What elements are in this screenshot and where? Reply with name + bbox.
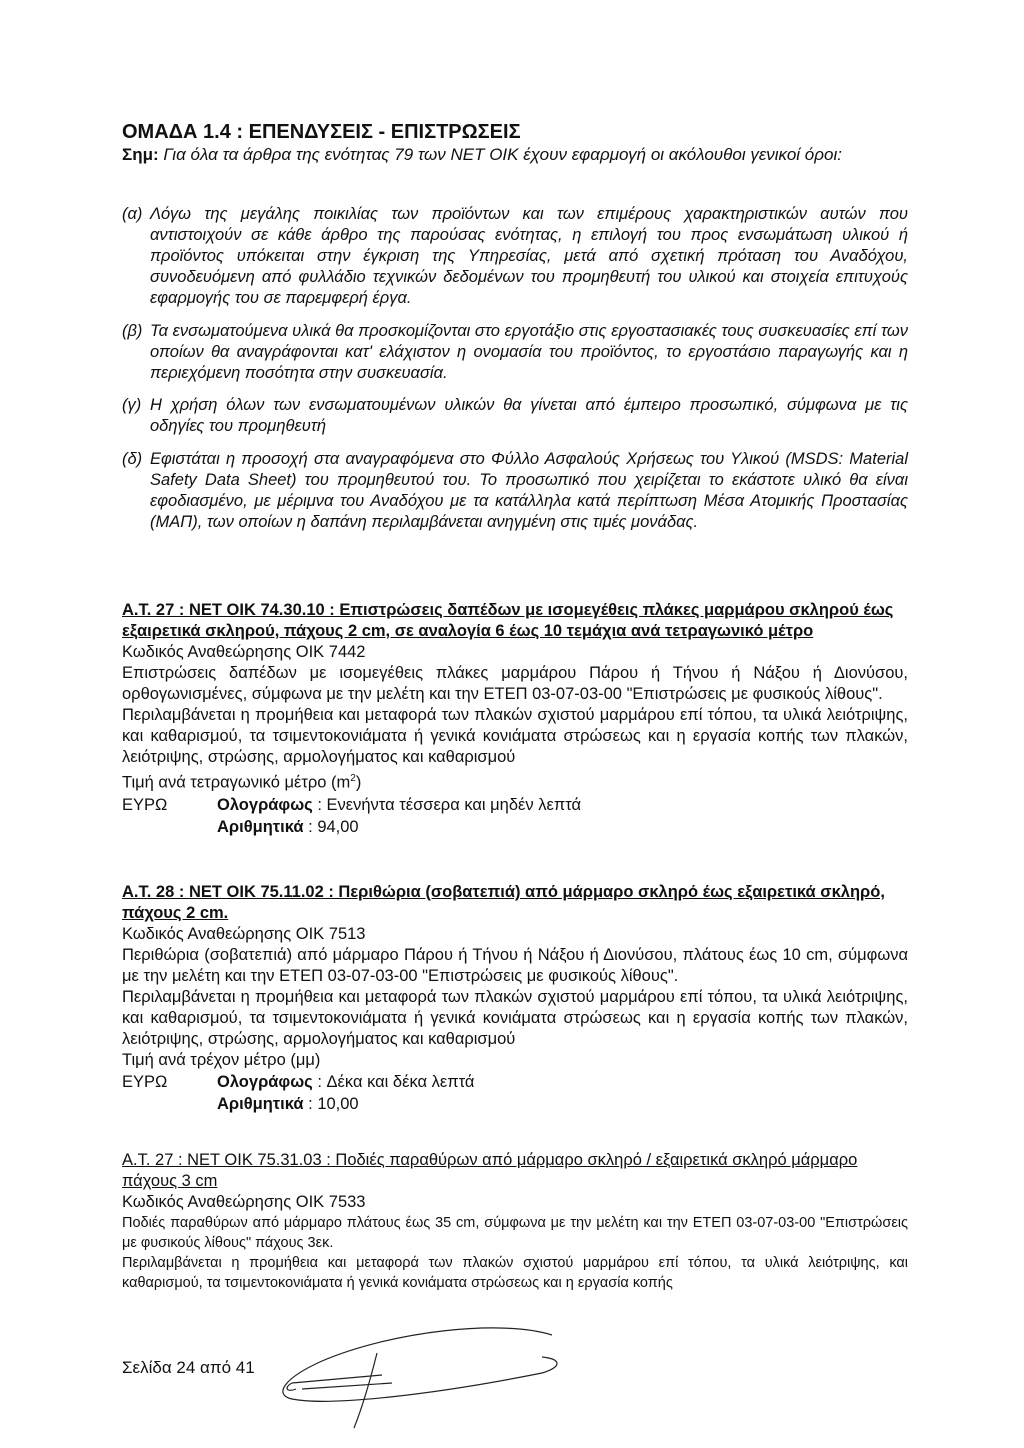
term-text: Εφιστάται η προσοχή στα αναγραφόμενα στο Φύλλο Ασφαλούς Χρήσεως του Υλικού (MSDS: Material Safety Data Sheet) του προμηθευτού του. Το προσωπικό που χειρίζεται το εκάστοτε υλικό θα είναι εφοδιασμένο, με μέριμνα του Αναδόχου με τα κατάλληλα κατά περίπτωση Μέσα Ατομικής Προστασίας (ΜΑΠ), των οποίων η δαπάνη περιλαμβάνεται ανηγμένη στις τιμές μονάδας. — [150, 450, 908, 531]
price-digits: 94,00 — [317, 817, 359, 836]
article-75-31-03 — [122, 1150, 908, 1293]
article-description: Επιστρώσεις δαπέδων με ισομεγέθεις πλάκες μαρμάρου Πάρου ή Τήνου ή Νάξου ή Διονύσου, ορθογωνισμένες, σύμφωνα με την μελέτη και την ΕΤΕΠ 03-07-03-00 "Επιστρώσεις με φυσικούς λίθους". — [122, 664, 908, 703]
term-text: Τα ενσωματούμενα υλικά θα προσκομίζονται στο εργοτάξιο στις εργοστασιακές τους συσκευασίες επί των οποίων θα αναγράφονται κατ' ελάχιστον η ονομασία του προϊόντος, το εργοστάσιο παραγωγής και η περιεχόμενη ποσότητα στην συσκευασία. — [150, 322, 908, 382]
words-label: Ολογράφως — [217, 1073, 313, 1091]
term-c — [122, 395, 908, 437]
term-text: Η χρήση όλων των ενσωματουμένων υλικών θα γίνεται από έμπειρο προσωπικό, σύμφωνα με τις οδηγίες του προμηθευτή — [150, 396, 908, 435]
currency: ΕΥΡΩ — [122, 795, 168, 814]
term-label: (β) — [122, 322, 143, 340]
term-text: Λόγω της μεγάλης ποικιλίας των προϊόντων και των επιμέρους χαρακτηριστικών αυτών που αντιστοιχούν σε κάθε άρθρο της παρούσας ενότητας, η επιλογή του προς ενσωμάτωση υλικού ή προϊόντος υπόκειται στην έγκριση της Υπηρεσίας, μετά από σχετική πρόταση του Αναδόχου, συνοδευόμενη από φυλλάδιο τεχνικών δεδομένων του προμηθευτή του υλικού και στοιχεία επιτυχούς εφαρμογής του σε παρεμφερή έργα. — [150, 205, 908, 307]
signature-mark — [272, 1323, 572, 1433]
unit-of-measure: Τιμή ανά τετραγωνικό μέτρο $(m^2)$ — [122, 773, 362, 792]
article-title: Α.Τ. 28 : ΝΕΤ ΟΙΚ 75.11.02 : Περιθώρια (σοβατεπιά) από μάρμαρο σκληρό έως εξαιρετικά σκληρό, πάχους 2 cm. — [122, 883, 885, 922]
article-includes: Περιλαμβάνεται η προμήθεια και μεταφορά των πλακών σχιστού μαρμάρου επί τόπου, τα υλικά λειότριψης, και καθαρισμού, τα τσιμεντοκονιάματα ή γενικά κονιάματα στρώσεως και η εργασία κοπής — [122, 1255, 908, 1291]
article-includes: Περιλαμβάνεται η προμήθεια και μεταφορά των πλακών σχιστού μαρμάρου επί τόπου, τα υλικά λειότριψης, και καθαρισμού, τα τσιμεντοκονιάματα ή γενικά κονιάματα στρώσεως και η εργασία κοπής των πλακών, λειότριψης, στρώσης, αρμολογήματος και καθαρισμού — [122, 706, 908, 766]
revision-code: Κωδικός Αναθεώρησης ΟΙΚ 7513 — [122, 925, 366, 943]
price-words-row: ΕΥΡΩ Ολογράφως : Ενενήντα τέσσερα και μηδέν λεπτά — [122, 795, 582, 814]
group-title: ΟΜΑΔΑ 1.4 : ΕΠΕΝΔΥΣΕΙΣ - ΕΠΙΣΤΡΩΣΕΙΣ — [122, 121, 521, 143]
article-74-30-10 — [122, 600, 908, 838]
article-title: Α.Τ. 27 : ΝΕΤ ΟΙΚ 75.31.03 : Ποδιές παραθύρων από μάρμαρο σκληρό / εξαιρετικά σκληρό μάρμαρο πάχους 3 cm — [122, 1151, 858, 1190]
article-75-11-02 — [122, 882, 908, 1115]
note-text: Για όλα τα άρθρα της ενότητας 79 των ΝΕΤ ΟΙΚ έχουν εφαρμογή οι ακόλουθοι γενικοί όροι: — [163, 145, 842, 164]
term-d — [122, 449, 908, 533]
term-b — [122, 321, 908, 384]
article-description: Περιθώρια (σοβατεπιά) από μάρμαρο Πάρου ή Τήνου ή Νάξου ή Διονύσου, πλάτους έως 10 cm, σύμφωνα με την μελέτη και την ΕΤΕΠ 03-07-03-00 "Επιστρώσεις με φυσικούς λίθους". — [122, 946, 908, 985]
page-number: Σελίδα 24 από 41 — [122, 1358, 255, 1377]
term-label: (γ) — [122, 396, 142, 414]
general-note — [122, 144, 908, 166]
revision-code: Κωδικός Αναθεώρησης ΟΙΚ 7533 — [122, 1193, 366, 1211]
price-words: Ενενήντα τέσσερα και μηδέν λεπτά — [326, 795, 582, 814]
price-words: Δέκα και δέκα λεπτά — [326, 1073, 475, 1091]
price-words-row: ΕΥΡΩ Ολογράφως : Δέκα και δέκα λεπτά — [122, 1073, 475, 1091]
price-digits: 10,00 — [317, 1095, 359, 1113]
digits-label: Αριθμητικά — [217, 817, 304, 836]
term-label: (δ) — [122, 450, 143, 468]
revision-code: Κωδικός Αναθεώρησης ΟΙΚ 7442 — [122, 643, 366, 661]
currency: ΕΥΡΩ — [122, 1073, 168, 1091]
words-label: Ολογράφως — [217, 795, 313, 814]
digits-label: Αριθμητικά — [217, 1095, 304, 1113]
article-title: Α.Τ. 27 : ΝΕΤ ΟΙΚ 74.30.10 : Επιστρώσεις δαπέδων με ισομεγέθεις πλάκες μαρμάρου σκληρού έως εξαιρετικά σκληρού, πάχους 2 cm, σε αναλογία 6 έως 10 τεμάχια ανά τετραγωνικό μέτρο — [122, 601, 894, 640]
term-label: (α) — [122, 205, 143, 223]
article-includes: Περιλαμβάνεται η προμήθεια και μεταφορά των πλακών σχιστού μαρμάρου επί τόπου, τα υλικά λειότριψης, και καθαρισμού, τα τσιμεντοκονιάματα ή γενικά κονιάματα στρώσεως και η εργασία κοπής των πλακών, λειότριψης, στρώσης, αρμολογήματος και καθαρισμού — [122, 988, 908, 1048]
unit-of-measure: Τιμή ανά τρέχον μέτρο (μμ) — [122, 1051, 321, 1069]
term-a — [122, 204, 908, 309]
price-digits-row: Αριθμητικά : 10,00 — [217, 1095, 359, 1113]
note-label: Σημ: — [122, 145, 159, 164]
article-description: Ποδιές παραθύρων από μάρμαρο πλάτους έως 35 cm, σύμφωνα με την μελέτη και την ΕΤΕΠ 03-07-03-00 "Επιστρώσεις με φυσικούς λίθους" πάχους 3εκ. — [122, 1215, 908, 1251]
price-digits-row: Αριθμητικά : 94,00 — [217, 817, 359, 836]
